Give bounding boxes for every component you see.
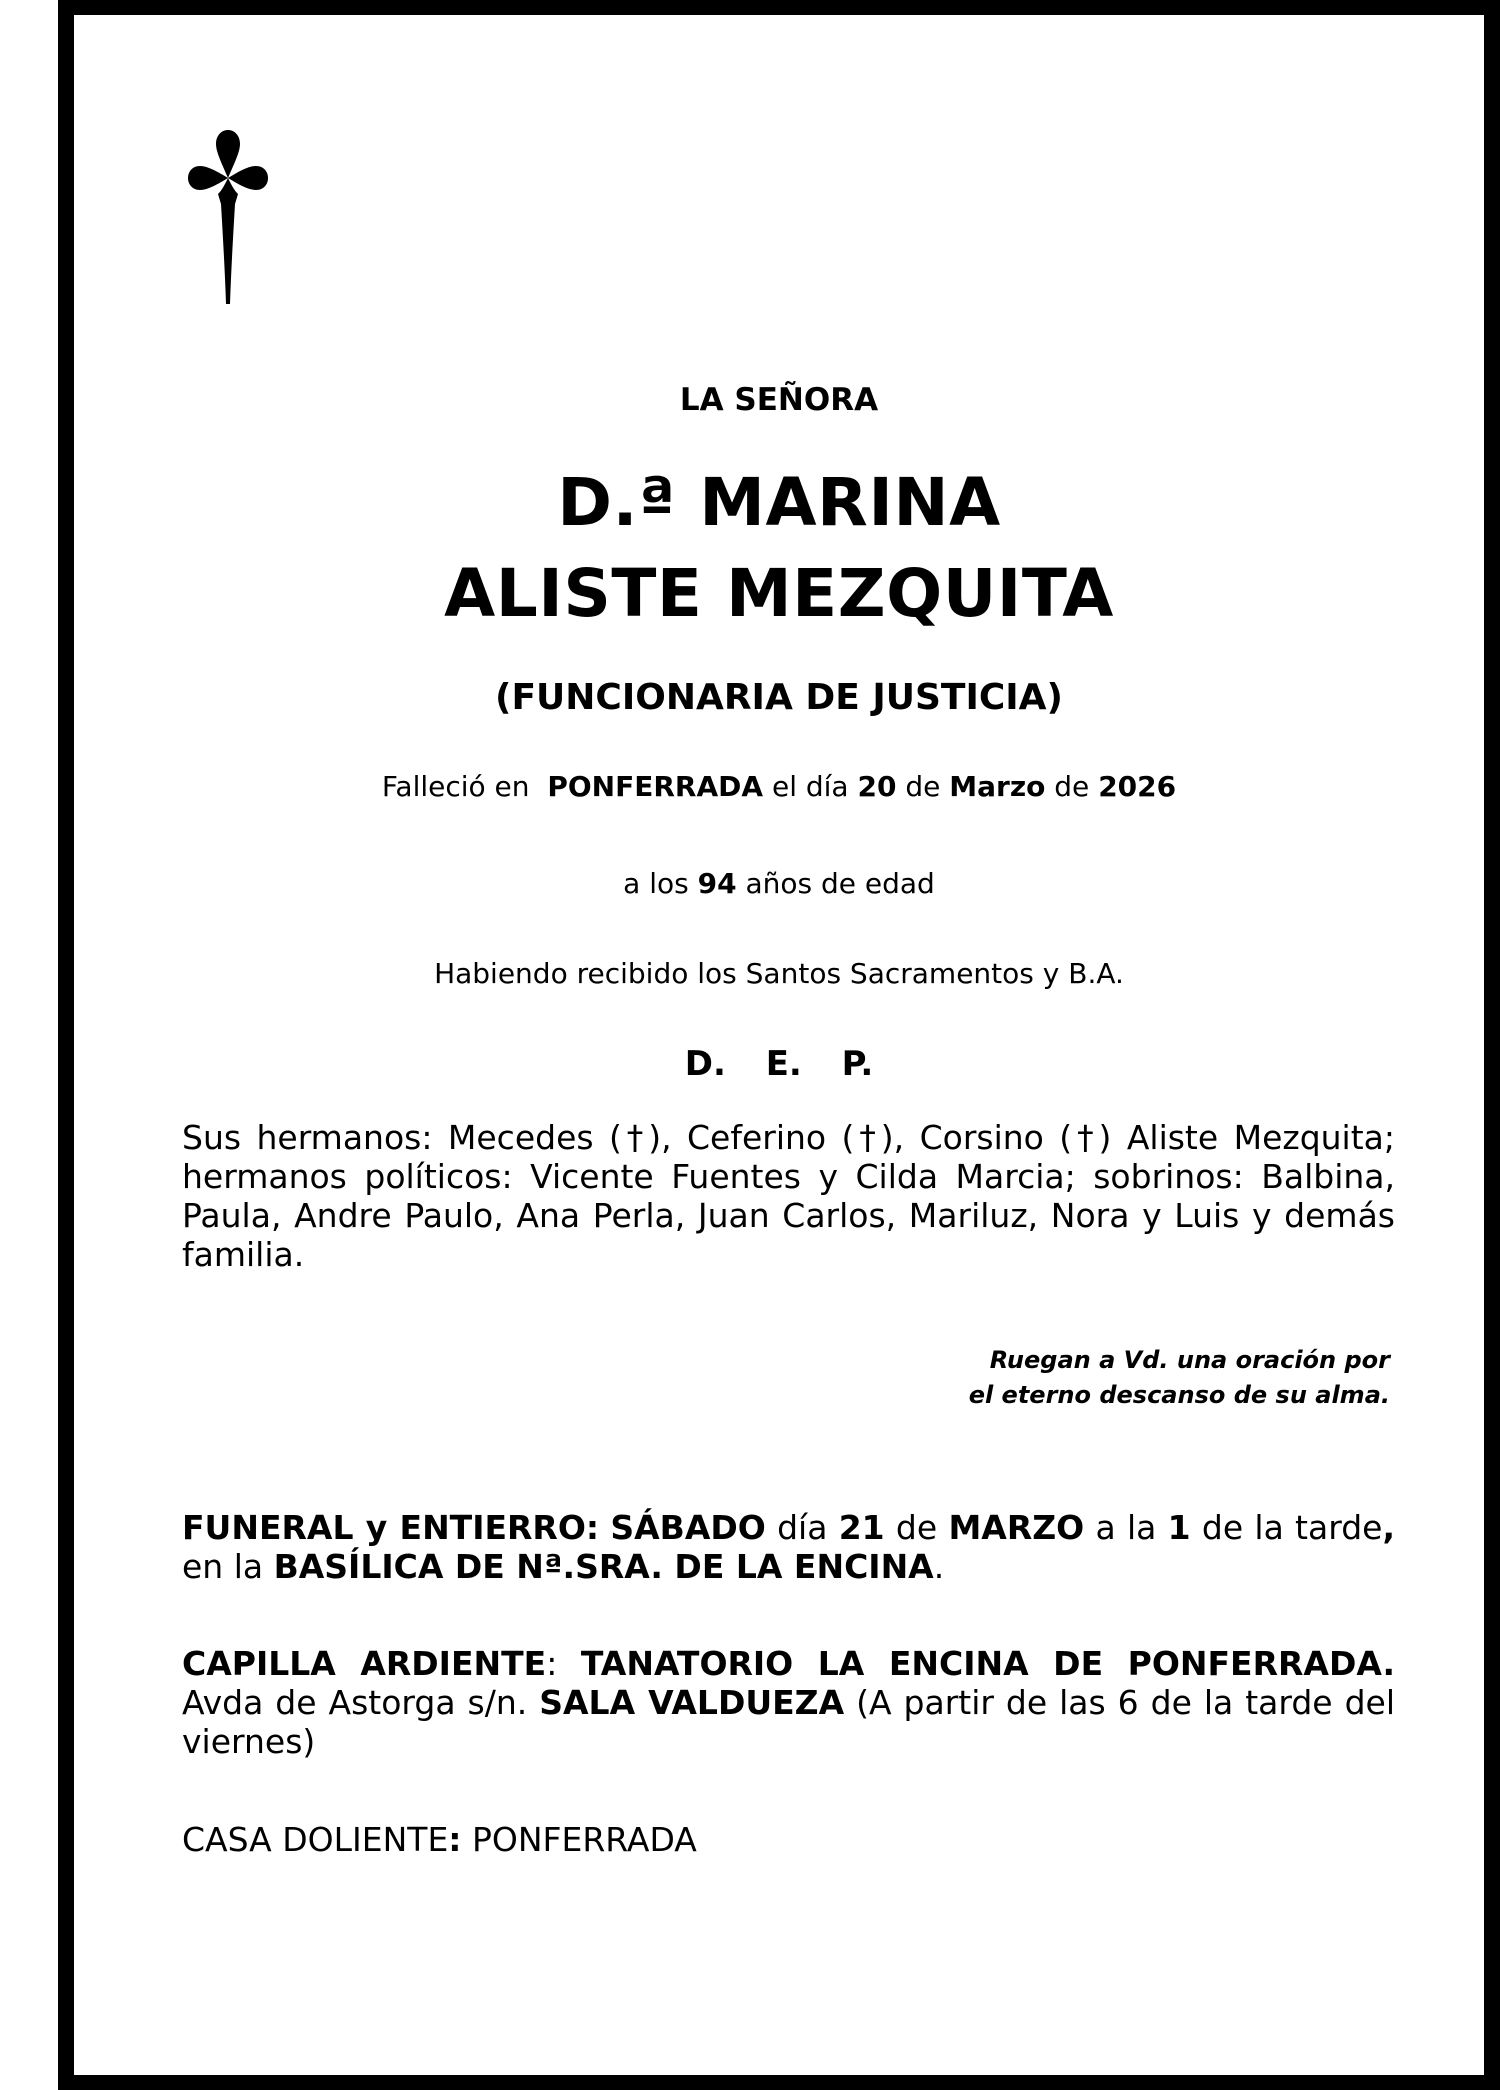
casa-place: PONFERRADA	[461, 1820, 697, 1859]
capilla-room: SALA VALDUEZA	[539, 1683, 845, 1722]
title-prefix: LA SEÑORA	[679, 382, 879, 418]
death-place: PONFERRADA	[547, 770, 764, 803]
age-years: 94	[697, 867, 737, 900]
death-year: 2026	[1098, 770, 1177, 803]
funeral-text: de la tarde	[1190, 1508, 1383, 1547]
capilla-venue: TANATORIO LA ENCINA DE PONFERRADA.	[580, 1644, 1396, 1683]
capilla-label: CAPILLA ARDIENTE	[182, 1644, 547, 1683]
casa-colon: :	[448, 1820, 462, 1859]
funeral-comma: ,	[1382, 1508, 1395, 1547]
death-text: de	[1045, 770, 1099, 803]
casa-doliente-info	[182, 1820, 1395, 1859]
death-text: de	[896, 770, 950, 803]
funeral-info	[182, 1508, 1395, 1586]
funeral-hour: 1	[1167, 1508, 1191, 1547]
capilla-colon: :	[546, 1644, 581, 1683]
capilla-text: (A partir de las 6 de la tarde del viernes)	[182, 1683, 1395, 1761]
death-text: Falleció en	[381, 770, 548, 803]
prayer-line-1: Ruegan a Vd. una oración por	[989, 1346, 1390, 1374]
prayer-line-2: el eterno descanso de su alma.	[968, 1381, 1390, 1409]
capilla-ardiente-info	[182, 1644, 1395, 1761]
age-text: años de edad	[736, 867, 935, 900]
death-day: 20	[857, 770, 897, 803]
funeral-weekday: SÁBADO	[610, 1508, 766, 1547]
funeral-day: 21	[838, 1508, 885, 1547]
family-list: Sus hermanos: Mecedes (†), Ceferino (†), Corsino (†) Aliste Mezquita; hermanos políticos: Vicente Fuentes y Cilda Marcia; sobrinos: Balbina, Paula, Andre Paulo, Ana Perla, Juan Carlos, Mariluz, Nora y Luis y demás familia.	[182, 1118, 1395, 1274]
dep-text: D. E. P.	[684, 1044, 874, 1084]
funeral-text: en la	[182, 1547, 274, 1586]
age-info	[74, 867, 1484, 900]
capilla-text: Avda de Astorga s/n.	[182, 1683, 540, 1722]
deceased-name-line-1: D.ª MARINA	[557, 464, 1001, 541]
prayer-request	[700, 1343, 1390, 1413]
funeral-venue: BASÍLICA DE Nª.SRA. DE LA ENCINA	[273, 1547, 934, 1586]
funeral-text: .	[933, 1547, 945, 1586]
sacraments-text: Habiendo recibido los Santos Sacramentos y B.A.	[434, 957, 1124, 990]
death-month: Marzo	[949, 770, 1046, 803]
death-text: el día	[763, 770, 858, 803]
cross-icon	[186, 128, 270, 306]
funeral-label: FUNERAL y ENTIERRO:	[182, 1508, 600, 1547]
profession: (FUNCIONARIA DE JUSTICIA)	[495, 677, 1063, 718]
age-text: a los	[623, 867, 698, 900]
death-info	[74, 770, 1484, 803]
casa-label: CASA DOLIENTE	[182, 1820, 449, 1859]
funeral-text: de	[884, 1508, 949, 1547]
deceased-name-line-2: ALISTE MEZQUITA	[444, 555, 1114, 632]
funeral-text: día	[765, 1508, 839, 1547]
funeral-text: a la	[1084, 1508, 1168, 1547]
funeral-month: MARZO	[948, 1508, 1085, 1547]
